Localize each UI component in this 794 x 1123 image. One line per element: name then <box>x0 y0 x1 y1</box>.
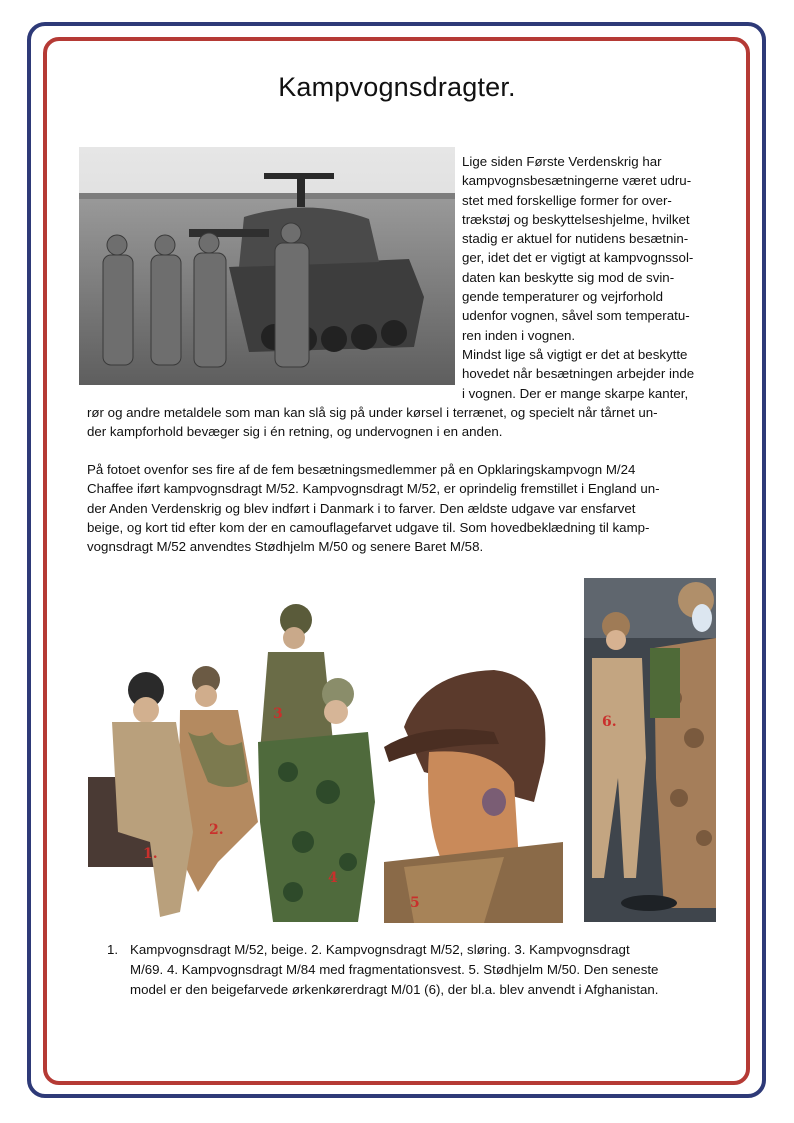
text-line: Lige siden Første Verdenskrig har <box>462 154 662 169</box>
text-line: ren inden i vognen. <box>462 327 576 343</box>
intro-paragraph-full <box>87 403 737 442</box>
text-line: stadig er aktuel for nutidens besætnin- <box>462 231 689 247</box>
text-line: daten kan beskytte sig mod de svin- <box>462 269 675 285</box>
caption-item <box>107 940 727 1000</box>
text-line: Chaffee iført kampvognsdragt M/52. Kampvognsdragt M/52, er oprindelig fremstillet i England un- <box>87 481 660 497</box>
text-line: stet med forskellige former for over- <box>462 192 672 208</box>
text-line: vognsdragt M/52 anvendtes Stødhjelm M/50 og senere Baret M/58. <box>87 539 484 555</box>
caption-line: model er den beigefarvede ørkenkørerdragt M/01 (6), der bl.a. blev anvendt i Afghanistan. <box>130 982 659 997</box>
text-line: der kampforhold bevæger sig i én retning, og undervognen i en anden. <box>87 424 503 440</box>
marker-5: 5 <box>410 895 420 911</box>
desert-uniform-photo <box>584 578 716 922</box>
text-line: hovedet når besætningen arbejder inde <box>462 366 695 382</box>
text-line: På fotoet ovenfor ses fire af de fem besætningsmedlemmer på en Opklaringskampvogn M/24 <box>87 462 636 477</box>
text-line: Mindst lige så vigtigt er det at beskytte <box>462 346 688 362</box>
text-line: gende temperaturer og vejrforhold <box>462 289 664 305</box>
text-line: i vognen. Der er mange skarpe kanter, <box>462 385 689 401</box>
text-line: kampvognsbesætningerne været udru- <box>462 173 692 189</box>
photo-caption-list <box>107 940 727 1000</box>
marker-6: 6. <box>602 714 617 730</box>
text-line: beige, og kort tid efter kom der en camouflagefarvet udgave til. Som hovedbeklædning til kamp- <box>87 519 650 535</box>
intro-paragraph-wrapped <box>462 152 732 403</box>
tank-crew-photo <box>79 147 455 385</box>
helmet-closeup-photo <box>384 652 563 923</box>
marker-3: 3 <box>273 706 283 722</box>
marker-2: 2. <box>209 822 224 838</box>
text-line: rør og andre metaldele som man kan slå sig på under kørsel i terrænet, og specielt når tårnet un- <box>87 405 658 420</box>
page-title: Kampvognsdragter. <box>278 72 516 102</box>
caption-number: 1. <box>107 942 119 957</box>
text-line: ger, idet det er vigtigt at kampvognssol- <box>462 250 694 266</box>
text-line: udenfor vognen, såvel som temperatu- <box>462 308 690 324</box>
caption-line: M/69. 4. Kampvognsdragt M/84 med fragmentationsvest. 5. Stødhjelm M/50. Den seneste <box>130 962 659 977</box>
marker-1: 1. <box>143 846 158 862</box>
text-line: trækstøj og beskyttelseshjelme, hvilket <box>462 211 690 227</box>
caption-line: Kampvognsdragt M/52, beige. 2. Kampvognsdragt M/52, sløring. 3. Kampvognsdragt <box>130 942 630 957</box>
photo-description-paragraph <box>87 460 737 556</box>
marker-4: 4 <box>328 870 338 886</box>
text-line: der Anden Verdenskrig og blev indført i Danmark i to farver. Den ældste udgave var ensfarvet <box>87 500 636 516</box>
